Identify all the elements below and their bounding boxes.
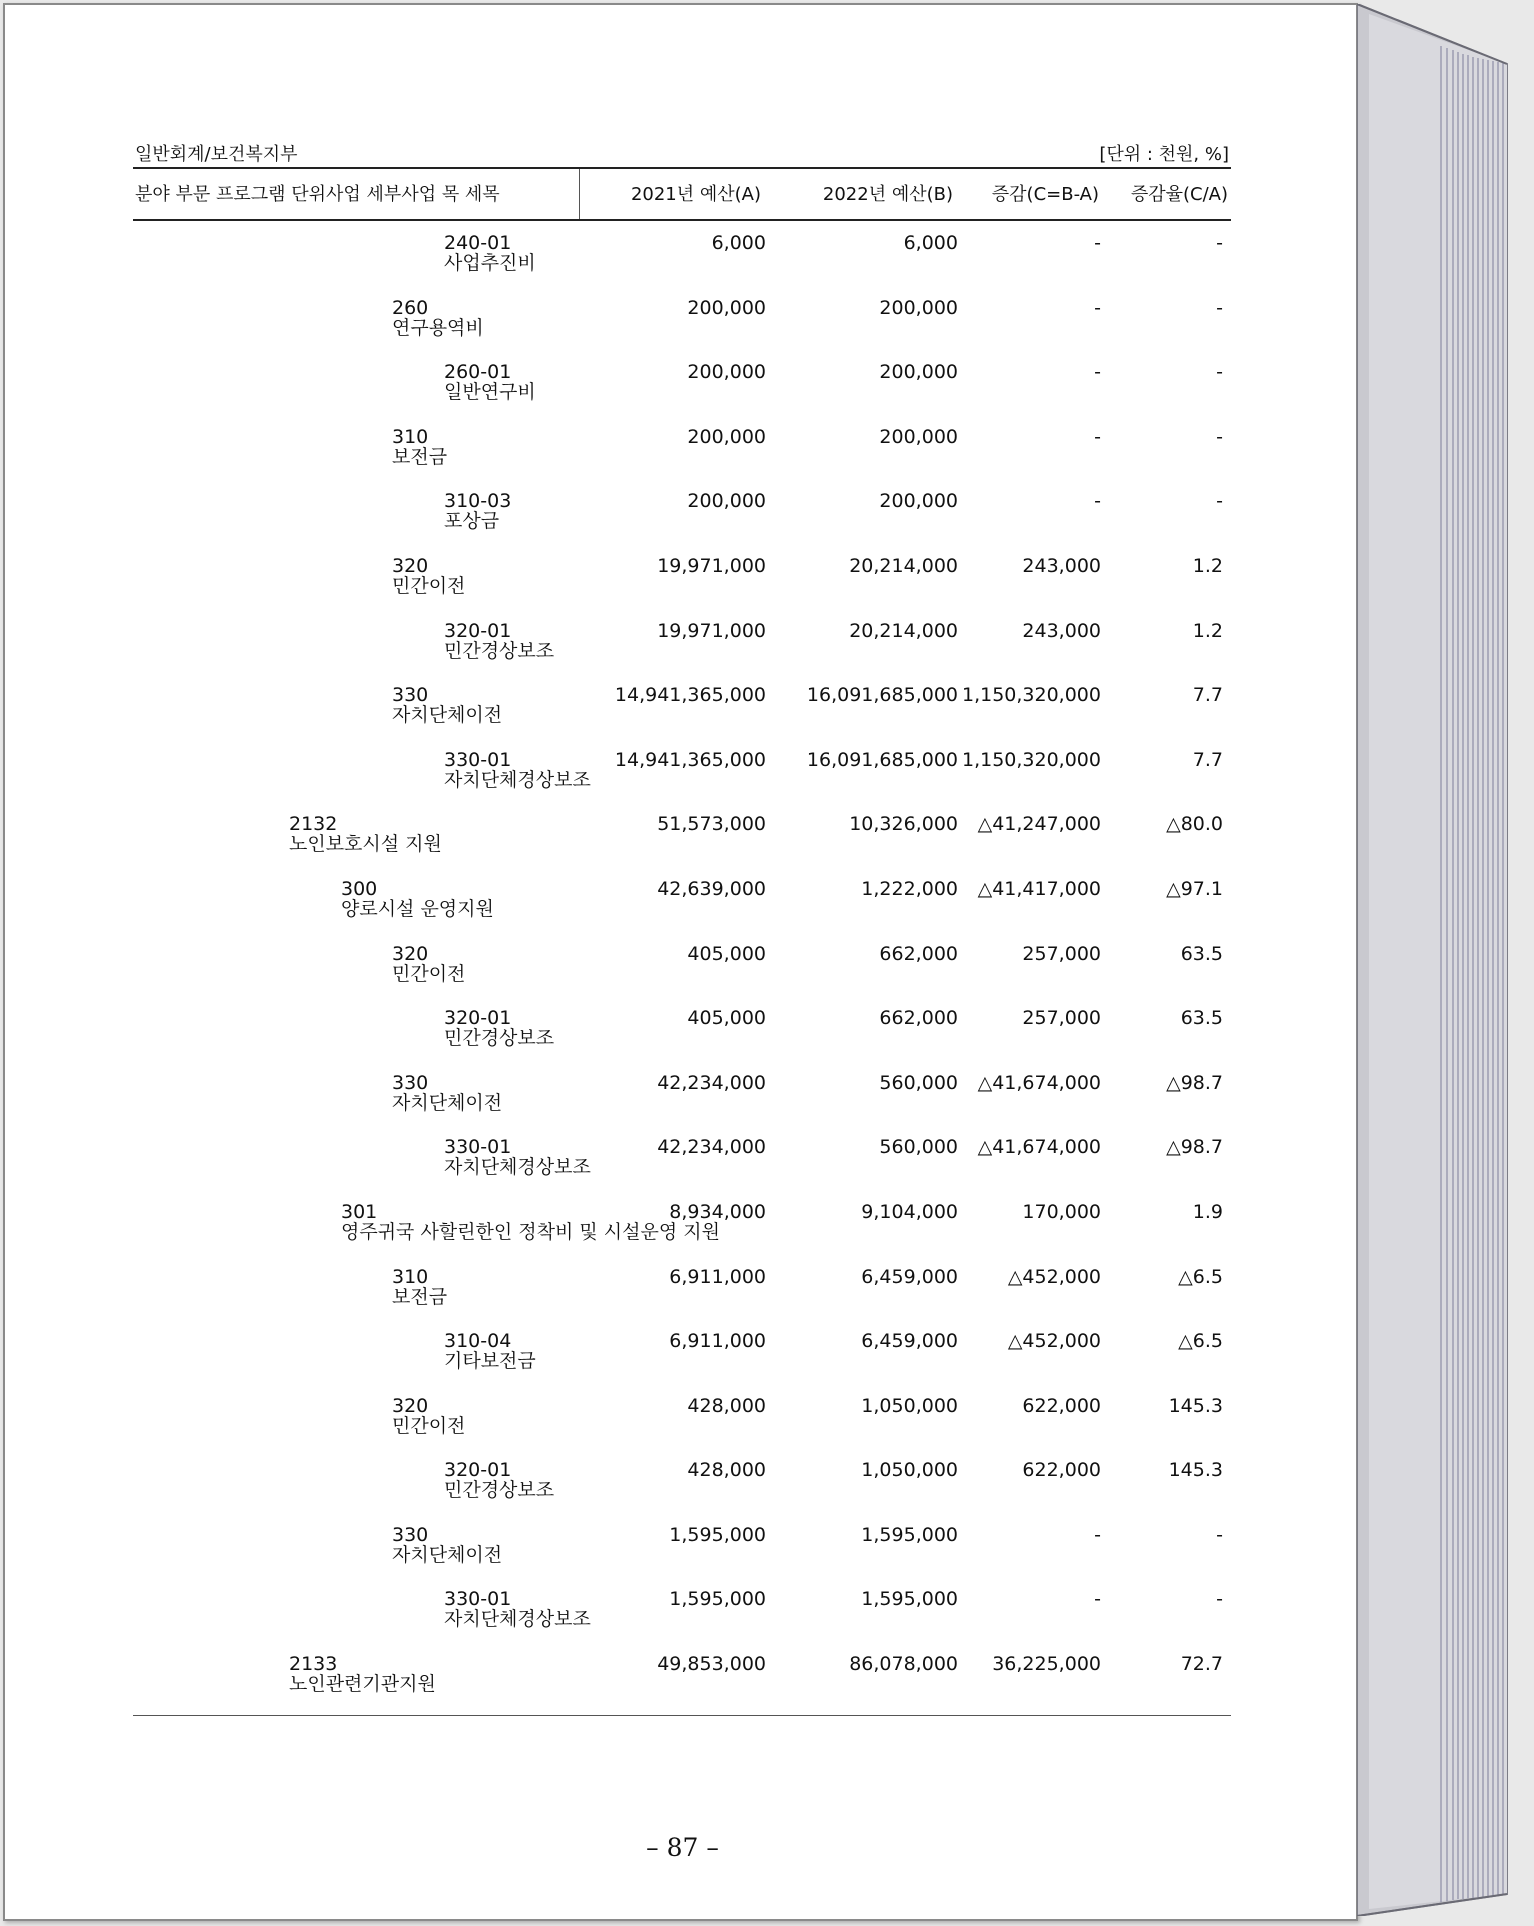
table-row [133, 1589, 1231, 1654]
table-header-bar [133, 135, 1231, 167]
row-budget-2021: 1,595,000 [669, 1588, 766, 1611]
row-name: 민간이전 [392, 574, 466, 597]
row-change: - [1094, 232, 1101, 254]
row-name: 자치단체경상보조 [444, 1608, 591, 1631]
row-change: △41,674,000 [977, 1136, 1101, 1159]
row-change: △452,000 [1007, 1265, 1101, 1288]
row-budget-2021: 14,941,365,000 [614, 748, 766, 771]
row-budget-2022: 1,050,000 [861, 1459, 958, 1482]
row-name: 기타보전금 [444, 1350, 536, 1373]
row-change: 243,000 [1022, 554, 1101, 577]
row-change-rate: 145.3 [1168, 1394, 1223, 1417]
row-change-rate: 1.2 [1192, 619, 1223, 642]
row-name: 민간이전 [392, 962, 466, 985]
table-row [133, 685, 1231, 750]
row-budget-2021: 6,000 [711, 232, 766, 254]
row-code: 310 [392, 425, 429, 448]
row-change: - [1094, 1588, 1101, 1611]
row-change: △452,000 [1007, 1330, 1101, 1353]
row-change: - [1094, 490, 1101, 513]
row-change-rate: 7.7 [1192, 748, 1223, 771]
row-change-rate: 1.2 [1192, 554, 1223, 577]
row-change: 622,000 [1022, 1394, 1101, 1417]
column-divider [579, 169, 580, 219]
row-change-rate: - [1216, 361, 1223, 384]
row-change: 170,000 [1022, 1200, 1101, 1223]
row-code: 300 [341, 877, 378, 900]
table-row [133, 750, 1231, 815]
column-header-2022: 2022년 예산(B) [822, 184, 953, 205]
table-row [133, 1331, 1231, 1396]
row-code: 320 [392, 1394, 429, 1417]
page-number: – 87 – [646, 1833, 719, 1862]
row-change-rate: △98.7 [1166, 1071, 1223, 1094]
table-row [133, 1654, 1231, 1719]
row-change: △41,247,000 [977, 813, 1101, 836]
row-name: 양로시설 운영지원 [341, 897, 494, 920]
row-budget-2021: 51,573,000 [657, 813, 766, 836]
row-change-rate: 63.5 [1180, 1007, 1223, 1030]
table-row [133, 1073, 1231, 1138]
row-budget-2021: 14,941,365,000 [614, 684, 766, 707]
row-change-rate: 72.7 [1180, 1653, 1223, 1676]
row-budget-2021: 49,853,000 [657, 1653, 766, 1676]
row-budget-2021: 42,639,000 [657, 877, 766, 900]
row-code: 310-04 [444, 1330, 512, 1353]
row-change-rate: 63.5 [1180, 942, 1223, 965]
account-title: 일반회계/보건복지부 [135, 144, 298, 165]
row-code: 2133 [289, 1653, 338, 1676]
row-change: △41,417,000 [977, 877, 1101, 900]
row-name: 사업추진비 [444, 252, 536, 274]
row-budget-2022: 1,050,000 [861, 1394, 958, 1417]
row-budget-2022: 1,595,000 [861, 1523, 958, 1546]
row-name: 민간이전 [392, 1414, 466, 1437]
row-budget-2022: 200,000 [879, 296, 958, 319]
row-code: 320 [392, 942, 429, 965]
row-budget-2022: 662,000 [879, 942, 958, 965]
row-change-rate: △97.1 [1166, 877, 1223, 900]
row-code: 310-03 [444, 490, 512, 513]
row-name: 포상금 [444, 510, 500, 533]
table-row [133, 944, 1231, 1009]
row-name: 노인보호시설 지원 [289, 833, 442, 856]
row-budget-2022: 16,091,685,000 [806, 684, 958, 707]
row-change: 1,150,320,000 [961, 748, 1101, 771]
table-row [133, 1137, 1231, 1202]
table-row [133, 362, 1231, 427]
row-change-rate: - [1216, 232, 1223, 254]
row-budget-2021: 6,911,000 [669, 1330, 766, 1353]
column-header-hierarchy: 분야 부문 프로그램 단위사업 세부사업 목 세목 [135, 184, 500, 205]
row-budget-2021: 405,000 [687, 942, 766, 965]
row-name: 연구용역비 [392, 316, 484, 339]
row-budget-2022: 16,091,685,000 [806, 748, 958, 771]
column-header-change: 증감(C=B-A) [991, 184, 1099, 205]
row-budget-2021: 6,911,000 [669, 1265, 766, 1288]
row-change: 243,000 [1022, 619, 1101, 642]
table-row [133, 556, 1231, 621]
row-budget-2021: 19,971,000 [657, 619, 766, 642]
row-name: 민간경상보조 [444, 1027, 555, 1050]
row-change-rate: - [1216, 1588, 1223, 1611]
table-row [133, 427, 1231, 492]
row-change-rate: - [1216, 425, 1223, 448]
row-change-rate: △98.7 [1166, 1136, 1223, 1159]
row-name: 자치단체이전 [392, 704, 503, 727]
table-row [133, 1396, 1231, 1461]
row-code: 260-01 [444, 361, 512, 384]
row-code: 2132 [289, 813, 338, 836]
column-header-rate: 증감율(C/A) [1130, 184, 1228, 205]
row-budget-2022: 10,326,000 [849, 813, 958, 836]
row-change-rate: - [1216, 1523, 1223, 1546]
column-header-2021: 2021년 예산(A) [630, 184, 761, 205]
row-budget-2022: 20,214,000 [849, 554, 958, 577]
row-code: 330-01 [444, 748, 512, 771]
row-budget-2021: 42,234,000 [657, 1071, 766, 1094]
row-change-rate: △6.5 [1178, 1265, 1223, 1288]
row-budget-2022: 200,000 [879, 490, 958, 513]
row-budget-2022: 9,104,000 [861, 1200, 958, 1223]
row-budget-2021: 200,000 [687, 490, 766, 513]
row-change: 257,000 [1022, 1007, 1101, 1030]
row-code: 320-01 [444, 619, 512, 642]
row-budget-2022: 6,459,000 [861, 1265, 958, 1288]
column-headers [133, 169, 1231, 219]
row-change: 1,150,320,000 [961, 684, 1101, 707]
row-budget-2021: 42,234,000 [657, 1136, 766, 1159]
row-change: - [1094, 361, 1101, 384]
row-budget-2022: 200,000 [879, 361, 958, 384]
table-row [133, 1267, 1231, 1332]
budget-table [133, 135, 1231, 1719]
table-body [133, 221, 1231, 1719]
table-row [133, 1460, 1231, 1525]
table-row [133, 1202, 1231, 1267]
row-code: 330 [392, 684, 429, 707]
row-name: 민간경상보조 [444, 639, 555, 662]
book-edge-decoration [1357, 4, 1515, 1916]
table-row [133, 298, 1231, 363]
row-code: 301 [341, 1200, 378, 1223]
row-name: 민간경상보조 [444, 1479, 555, 1502]
row-name: 보전금 [392, 1285, 448, 1308]
row-budget-2022: 6,459,000 [861, 1330, 958, 1353]
table-row [133, 814, 1231, 879]
row-code: 260 [392, 296, 429, 319]
table-row [133, 621, 1231, 686]
page-stack-graphic [1357, 4, 1515, 1916]
row-budget-2022: 20,214,000 [849, 619, 958, 642]
row-name: 자치단체경상보조 [444, 1156, 591, 1179]
document-page [3, 3, 1358, 1921]
row-budget-2021: 200,000 [687, 296, 766, 319]
row-change-rate: 7.7 [1192, 684, 1223, 707]
table-row [133, 233, 1231, 298]
row-name: 영주귀국 사할린한인 정착비 및 시설운영 지원 [341, 1220, 720, 1243]
row-change-rate: - [1216, 490, 1223, 513]
row-code: 330-01 [444, 1136, 512, 1159]
row-code: 330 [392, 1523, 429, 1546]
row-change: 622,000 [1022, 1459, 1101, 1482]
row-change: 36,225,000 [992, 1653, 1101, 1676]
row-budget-2022: 1,595,000 [861, 1588, 958, 1611]
row-code: 240-01 [444, 232, 512, 254]
row-budget-2022: 560,000 [879, 1071, 958, 1094]
row-code: 320-01 [444, 1007, 512, 1030]
row-code: 320 [392, 554, 429, 577]
row-change-rate: 1.9 [1192, 1200, 1223, 1223]
row-code: 320-01 [444, 1459, 512, 1482]
row-budget-2021: 1,595,000 [669, 1523, 766, 1546]
row-change: - [1094, 296, 1101, 319]
row-budget-2022: 6,000 [903, 232, 958, 254]
row-name: 노인관련기관지원 [289, 1673, 436, 1696]
row-change-rate: △6.5 [1178, 1330, 1223, 1353]
row-code: 330 [392, 1071, 429, 1094]
row-change-rate: - [1216, 296, 1223, 319]
row-name: 자치단체이전 [392, 1091, 503, 1114]
row-budget-2021: 200,000 [687, 361, 766, 384]
row-budget-2022: 200,000 [879, 425, 958, 448]
row-change: - [1094, 425, 1101, 448]
row-budget-2021: 428,000 [687, 1459, 766, 1482]
row-budget-2021: 428,000 [687, 1394, 766, 1417]
table-row [133, 879, 1231, 944]
row-budget-2021: 19,971,000 [657, 554, 766, 577]
table-row [133, 1008, 1231, 1073]
row-budget-2022: 560,000 [879, 1136, 958, 1159]
row-change-rate: 145.3 [1168, 1459, 1223, 1482]
row-name: 자치단체이전 [392, 1543, 503, 1566]
row-budget-2021: 405,000 [687, 1007, 766, 1030]
row-budget-2021: 8,934,000 [669, 1200, 766, 1223]
row-budget-2022: 86,078,000 [849, 1653, 958, 1676]
row-change: - [1094, 1523, 1101, 1546]
row-name: 일반연구비 [444, 381, 536, 404]
bottom-rule [133, 1715, 1231, 1716]
row-name: 자치단체경상보조 [444, 768, 591, 791]
row-budget-2022: 1,222,000 [861, 877, 958, 900]
row-code: 310 [392, 1265, 429, 1288]
row-change-rate: △80.0 [1166, 813, 1223, 836]
row-change: 257,000 [1022, 942, 1101, 965]
table-row [133, 491, 1231, 556]
unit-label: [단위 : 천원, %] [1099, 144, 1229, 165]
row-budget-2021: 200,000 [687, 425, 766, 448]
row-change: △41,674,000 [977, 1071, 1101, 1094]
row-name: 보전금 [392, 445, 448, 468]
table-row [133, 1525, 1231, 1590]
row-budget-2022: 662,000 [879, 1007, 958, 1030]
row-code: 330-01 [444, 1588, 512, 1611]
